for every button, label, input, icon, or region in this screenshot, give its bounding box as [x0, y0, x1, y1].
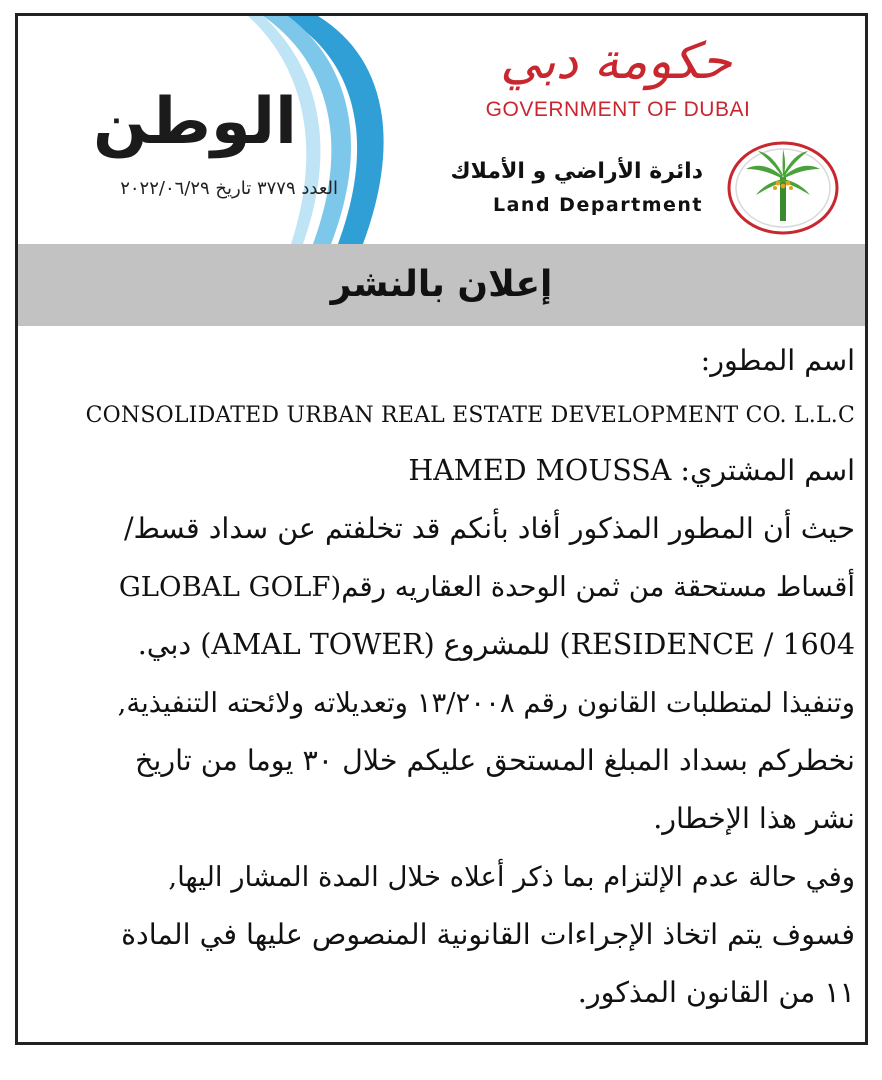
issue-number-date: العدد ٣٧٧٩ تاريخ ٢٠٢٢/٠٦/٢٩ — [120, 178, 338, 199]
notice-line: ١١ من القانون المذكور. — [577, 976, 855, 1009]
department-name-english: Land Department — [493, 194, 703, 216]
header — [18, 16, 865, 244]
notice-body — [28, 332, 855, 1022]
newspaper-logo: الوطن — [93, 85, 297, 159]
notice-line: وتنفيذا لمتطلبات القانون رقم ١٣/٢٠٠٨ وتعديلاته ولائحته التنفيذية, — [117, 687, 855, 719]
notice-line: نخطركم بسداد المبلغ المستحق عليكم خلال ٣٠ يوما من تاريخ — [135, 744, 855, 777]
notice-line: RESIDENCE / 1604) للمشروع (AMAL TOWER) دبي. — [137, 628, 855, 661]
buyer-name-line: اسم المشتري: HAMED MOUSSA — [408, 454, 855, 487]
title-bar — [18, 244, 865, 326]
notice-line: نشر هذا الإخطار. — [653, 802, 855, 835]
notice-line: حيث أن المطور المذكور أفاد بأنكم قد تخلفتم عن سداد قسط/ — [123, 512, 855, 545]
notice-title: إعلان بالنشر — [330, 264, 553, 305]
government-name-english: GOVERNMENT OF DUBAI — [485, 98, 751, 121]
palm-tree-emblem-icon — [726, 141, 840, 235]
notice-frame — [15, 13, 868, 1045]
notice-line: اسم المطور: — [700, 344, 855, 377]
department-name-arabic: دائرة الأراضي و الأملاك — [450, 159, 703, 184]
developer-name: CONSOLIDATED URBAN REAL ESTATE DEVELOPMENT CO. L.L.C — [85, 403, 855, 428]
notice-line: أقساط مستحقة من ثمن الوحدة العقاريه رقم(GLOBAL GOLF — [118, 571, 855, 603]
notice-line: وفي حالة عدم الإلتزام بما ذكر أعلاه خلال المدة المشار اليها, — [168, 861, 855, 893]
government-name-arabic: حكومة دبي — [500, 32, 732, 90]
notice-line: فسوف يتم اتخاذ الإجراءات القانونية المنصوص عليها في المادة — [121, 918, 855, 951]
